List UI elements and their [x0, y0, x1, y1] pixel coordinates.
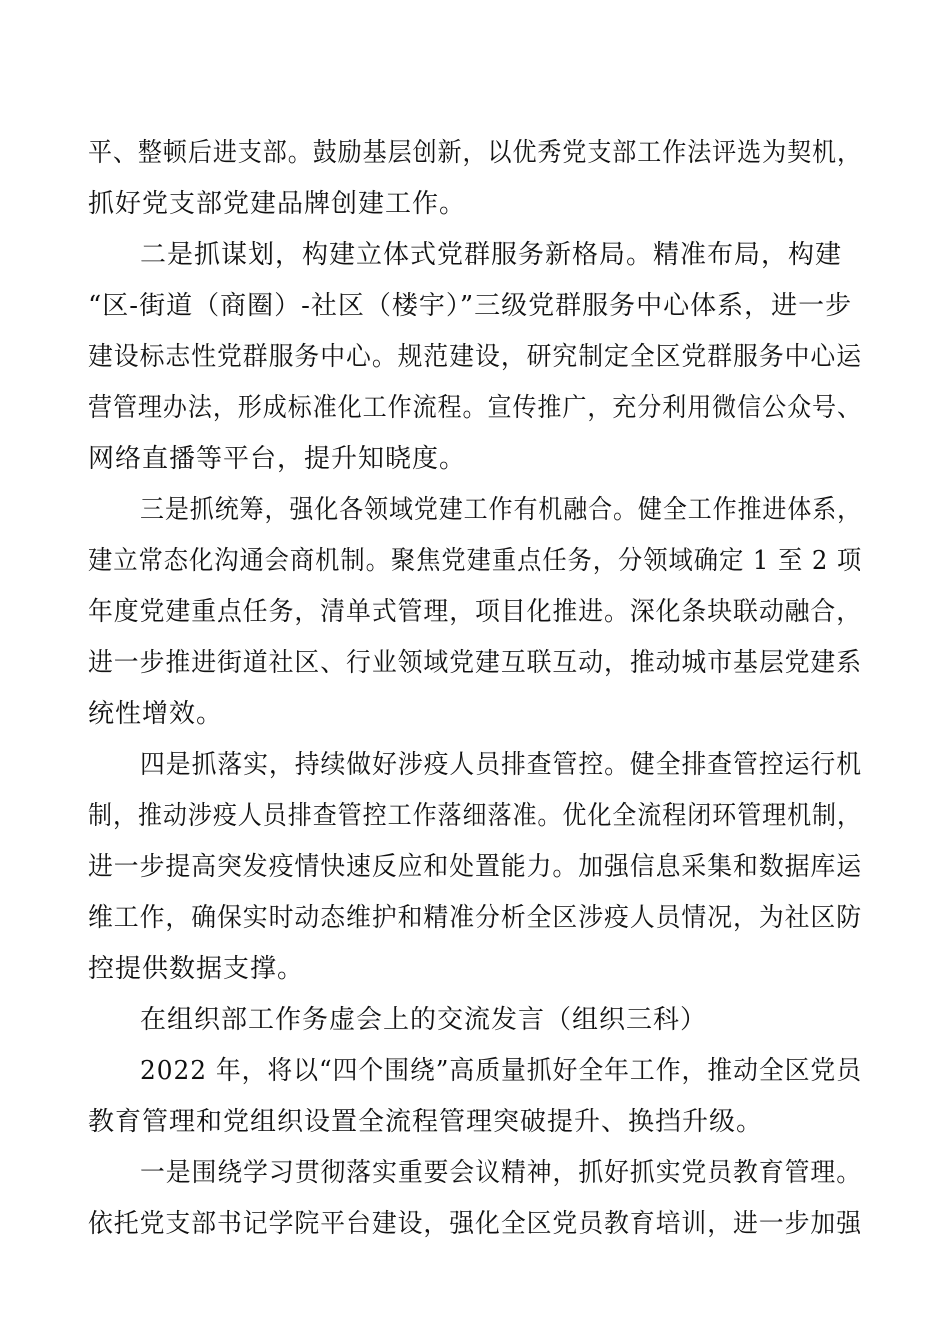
text-line: 营管理办法，形成标准化工作流程。宣传推广，充分利用微信公众号、	[88, 393, 862, 423]
text-line: 网络直播等平台，提升知晓度。	[88, 444, 467, 474]
text-line: 依托党支部书记学院平台建设，强化全区党员教育培训，进一步加强	[88, 1209, 863, 1239]
text-line: 抓好党支部党建品牌创建工作。	[88, 189, 467, 219]
text-line: 建立常态化沟通会商机制。聚焦党建重点任务，分领域确定 1 至 2 项	[88, 546, 863, 576]
paragraph-first-line: 二是抓谋划，构建立体式党群服务新格局。精准布局，构建	[140, 240, 843, 270]
paragraph-first-line: 2022 年，将以“四个围绕”高质量抓好全年工作，推动全区党员	[140, 1056, 863, 1086]
text-line: 维工作，确保实时动态维护和精准分析全区涉疫人员情况，为社区防	[88, 903, 863, 933]
text-line: 平、整顿后进支部。鼓励基层创新，以优秀党支部工作法评选为契机，	[88, 138, 862, 168]
text-line: “区-街道（商圈）-社区（楼宇）”三级党群服务中心体系，进一步	[88, 291, 853, 321]
text-line: 建设标志性党群服务中心。规范建设，研究制定全区党群服务中心运	[88, 342, 863, 372]
text-line: 年度党建重点任务，清单式管理，项目化推进。深化条块联动融合，	[88, 597, 863, 627]
text-line: 教育管理和党组织设置全流程管理突破提升、换挡升级。	[88, 1107, 764, 1137]
text-line: 进一步推进街道社区、行业领域党建互联互动，推动城市基层党建系	[88, 648, 863, 678]
text-line: 制，推动涉疫人员排查管控工作落细落准。优化全流程闭环管理机制，	[88, 801, 862, 831]
paragraph-first-line: 三是抓统筹，强化各领域党建工作有机融合。健全工作推进体系，	[140, 495, 863, 525]
section-heading: 在组织部工作务虚会上的交流发言（组织三科）	[140, 1005, 708, 1035]
paragraph-first-line: 四是抓落实，持续做好涉疫人员排查管控。健全排查管控运行机	[140, 750, 862, 780]
text-line: 进一步提高突发疫情快速反应和处置能力。加强信息采集和数据库运	[88, 852, 863, 882]
text-line: 统性增效。	[88, 699, 224, 729]
text-line: 控提供数据支撑。	[88, 954, 305, 984]
paragraph-first-line: 一是围绕学习贯彻落实重要会议精神，抓好抓实党员教育管理。	[140, 1158, 862, 1188]
